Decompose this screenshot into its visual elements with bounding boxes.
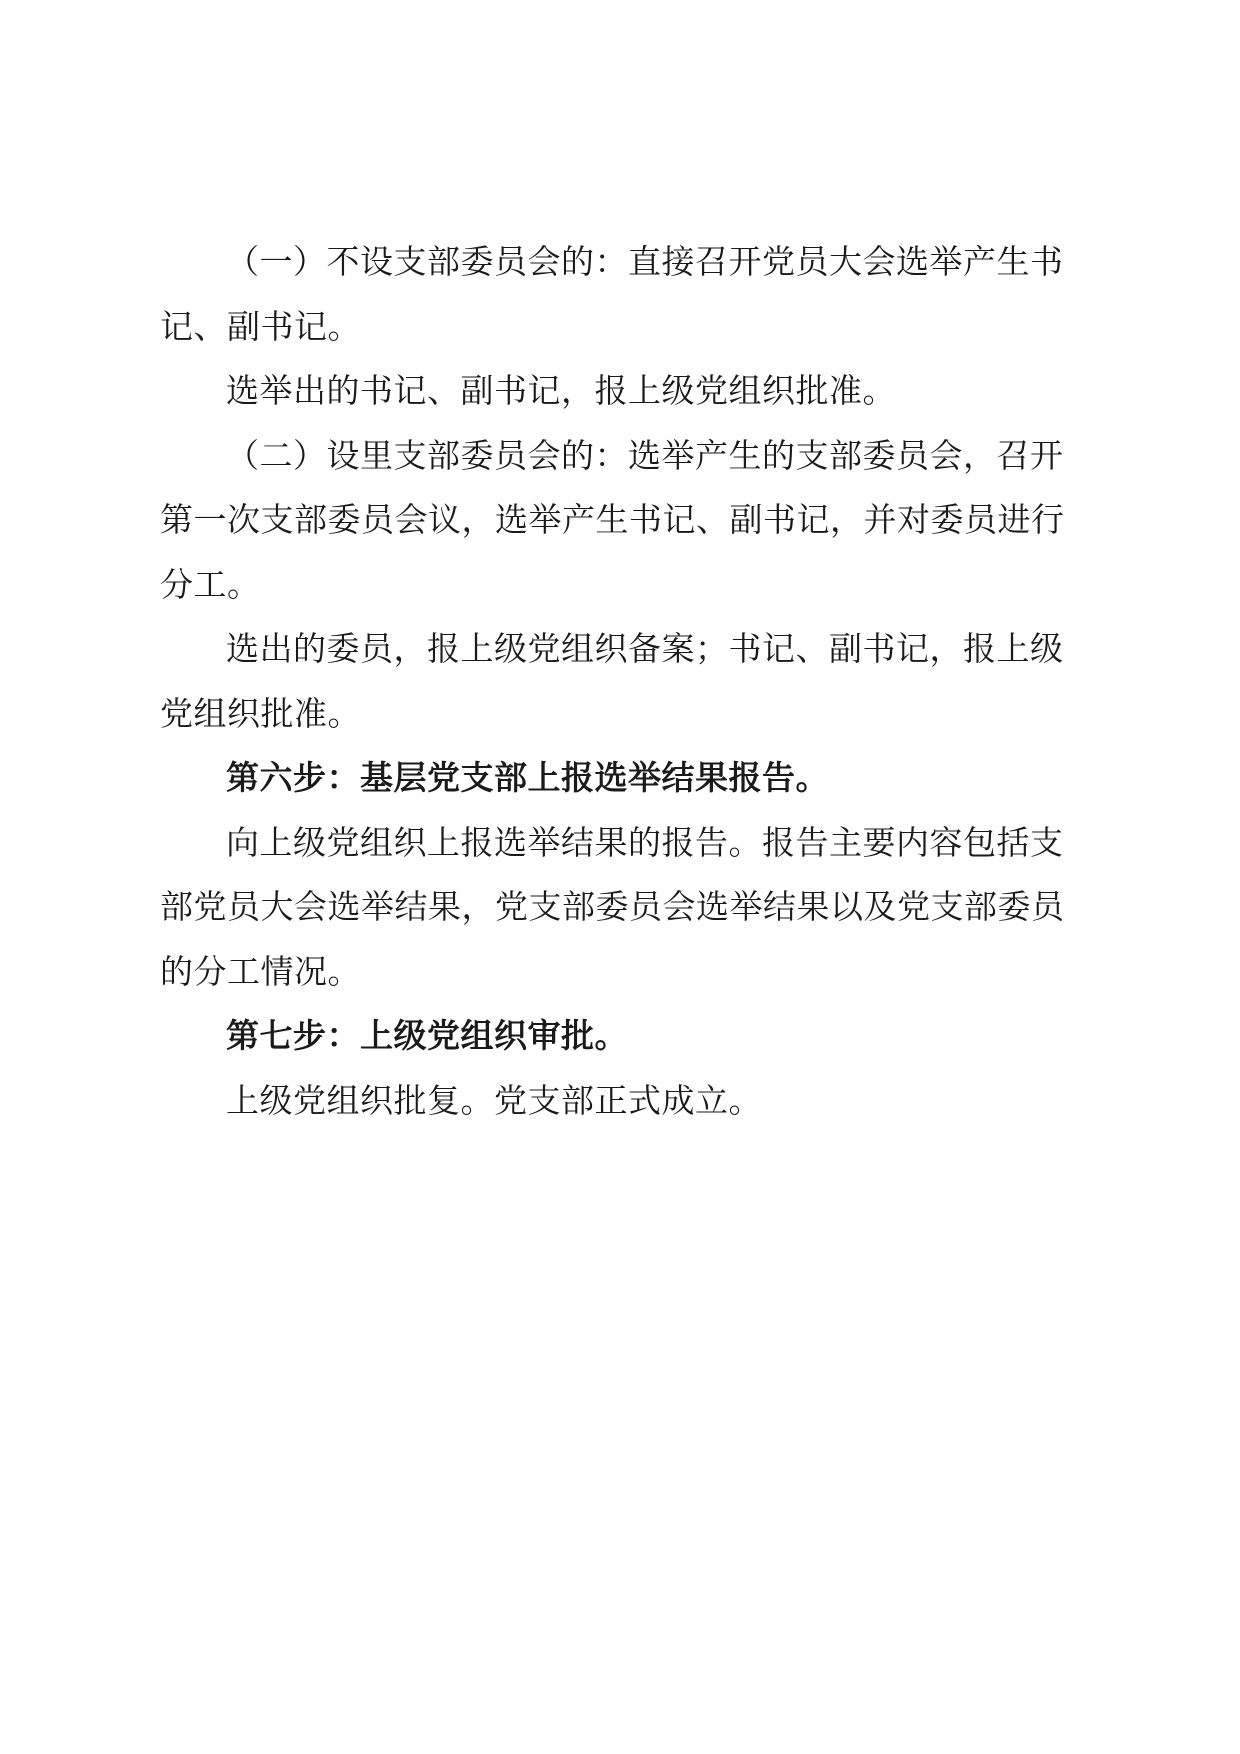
step-seven-heading: 第七步：上级党组织审批。 <box>226 1016 628 1055</box>
paragraph-approval-secretary: 选举出的书记、副书记，报上级党组织批准。 <box>226 371 896 410</box>
paragraph-committee-filing: 选出的委员，报上级党组织备案；书记、副书记，报上级党组织批准。 <box>160 629 1064 733</box>
paragraph-report-content: 向上级党组织上报选举结果的报告。报告主要内容包括支部党员大会选举结果，党支部委员会选举结果以及党支部委员的分工情况。 <box>160 822 1065 991</box>
paragraph-final-approval: 上级党组织批复。党支部正式成立。 <box>226 1080 762 1120</box>
document-body <box>160 230 1080 1133</box>
paragraph-with-committee: （二）设里支部委员会的：选举产生的支部委员会，召开第一次支部委员会议，选举产生书记、副书记，并对委员进行分工。 <box>160 435 1065 604</box>
step-six-heading: 第六步：基层党支部上报选举结果报告。 <box>226 758 829 797</box>
paragraph-no-committee: （一）不设支部委员会的：直接召开党员大会选举产生书记、副书记。 <box>160 242 1064 346</box>
